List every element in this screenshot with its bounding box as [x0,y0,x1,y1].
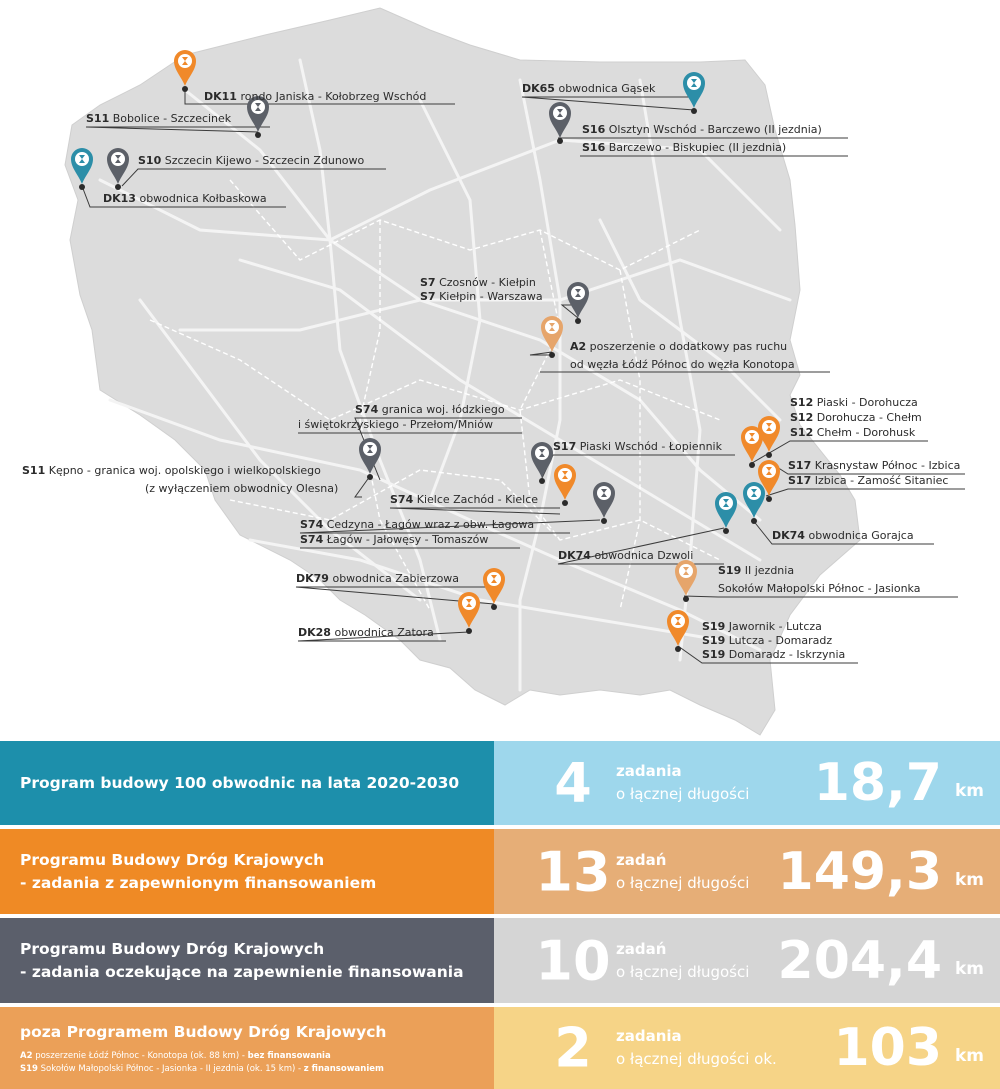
map-label: S16 Olsztyn Wschód - Barczewo (II jezdnia) [582,123,822,136]
panel-stats [494,829,1000,914]
map-label: (z wyłączeniem obwodnicy Olesna) [145,482,339,495]
map-label: S16 Barczewo - Biskupiec (II jezdnia) [582,141,787,154]
map-label: S19 II jezdnia [718,564,795,577]
panel-obwodnice [0,741,1000,825]
task-description [616,938,749,984]
map-label: DK11 rondo Janiska - Kołobrzeg Wschód [204,90,427,103]
task-count: 10 [535,929,611,992]
task-description [616,760,749,806]
length-unit: km [954,781,984,801]
map-label: S19 Domaradz - Iskrzynia [702,648,846,661]
panel-title: Program budowy 100 obwodnic na lata 2020-2030 [20,773,460,792]
map-label: od węzła Łódź Północ do węzła Konotopa [570,358,795,371]
task-count: 4 [554,751,592,815]
length-unit: km [954,958,984,979]
panel-title: poza Programem Budowy Dróg Krajowych [20,1022,387,1041]
panel-notes [20,1050,494,1076]
map-label: S12 Piaski - Dorohucza [790,396,918,409]
map-label: S10 Szczecin Kijewo - Szczecin Zdunowo [138,154,365,167]
map-label: S74 granica woj. łódzkiego [355,403,505,416]
map-label: Sokołów Małopolski Północ - Jasionka [718,582,921,595]
total-length: 149,3 [777,841,942,902]
panel-stats [494,918,1000,1003]
panel-subtitle: - zadania oczekujące na zapewnienie finansowania [20,962,464,981]
length-caption: o łącznej długości ok. [616,1050,777,1068]
task-word: zadania [616,1027,682,1045]
map-label: i świętokrzyskiego - Przełom/Mniów [298,418,493,431]
panel-title-block [0,829,494,914]
length-unit: km [954,869,984,890]
task-word: zadania [616,762,682,780]
panel-pbdk-financed [0,829,1000,914]
panel-pbdk-awaiting [0,918,1000,1003]
task-count: 13 [535,840,611,903]
task-word: zadań [616,939,667,958]
panel-outside-pbdk [0,1007,1000,1089]
panel-stats [494,741,1000,825]
total-length: 103 [833,1018,942,1078]
map-label: S7 Czosnów - Kiełpin [420,276,536,289]
map-label: S19 Lutcza - Domaradz [702,634,833,647]
map-label: A2 poszerzenie o dodatkowy pas ruchu [570,340,788,353]
panel-subtitle: - zadania z zapewnionym finansowaniem [20,873,377,892]
map-label: S17 Izbica - Zamość Sitaniec [788,474,949,487]
map-label: S7 Kiełpin - Warszawa [420,290,543,303]
panel-title-block [0,1007,494,1089]
map-label: S17 Krasnystaw Północ - Izbica [788,459,961,472]
map-label: S74 Cedzyna - Łagów wraz z obw. Łagowa [300,518,535,531]
map-label: S11 Bobolice - Szczecinek [86,112,232,125]
map-label: S12 Chełm - Dorohusk [790,426,916,439]
map-label: DK65 obwodnica Gąsek [522,82,656,95]
map-label: S74 Łagów - Jałowęsy - Tomaszów [300,533,489,546]
panel-title: Programu Budowy Dróg Krajowych [20,850,325,869]
task-description [616,849,749,895]
map-label: S74 Kielce Zachód - Kielce [390,493,539,506]
task-count: 2 [554,1016,592,1080]
map-label: S19 Jawornik - Lutcza [702,620,822,633]
map-label: S17 Piaski Wschód - Łopiennik [553,440,722,453]
total-length: 18,7 [813,753,942,813]
note-a2: A2 poszerzenie Łódź Północ - Konotopa (ok. 88 km) - bez finansowania [20,1050,331,1061]
note-s19: S19 Sokołów Małopolski Północ - Jasionka - II jezdnia (ok. 15 km) - z finansowaniem [20,1063,384,1074]
panel-title: Programu Budowy Dróg Krajowych [20,939,325,958]
task-word: zadań [616,850,667,869]
map-label: S12 Dorohucza - Chełm [790,411,922,424]
map-label: DK74 obwodnica Dzwoli [558,549,694,562]
map-label: DK28 obwodnica Zatora [298,626,434,639]
length-caption: o łącznej długości [616,785,750,803]
panel-title-block [0,918,494,1003]
map-label: DK79 obwodnica Zabierzowa [296,572,460,585]
total-length: 204,4 [777,930,942,991]
panel-stats [494,1007,1000,1089]
length-caption: o łącznej długości [616,873,750,892]
map-label: DK13 obwodnica Kołbaskowa [103,192,267,205]
panel-title-block [0,741,494,825]
length-caption: o łącznej długości [616,962,750,981]
task-description [616,1025,777,1071]
map-label: DK74 obwodnica Gorajca [772,529,914,542]
length-unit: km [954,1046,984,1066]
map-label: S11 Kępno - granica woj. opolskiego i wielkopolskiego [22,464,321,477]
